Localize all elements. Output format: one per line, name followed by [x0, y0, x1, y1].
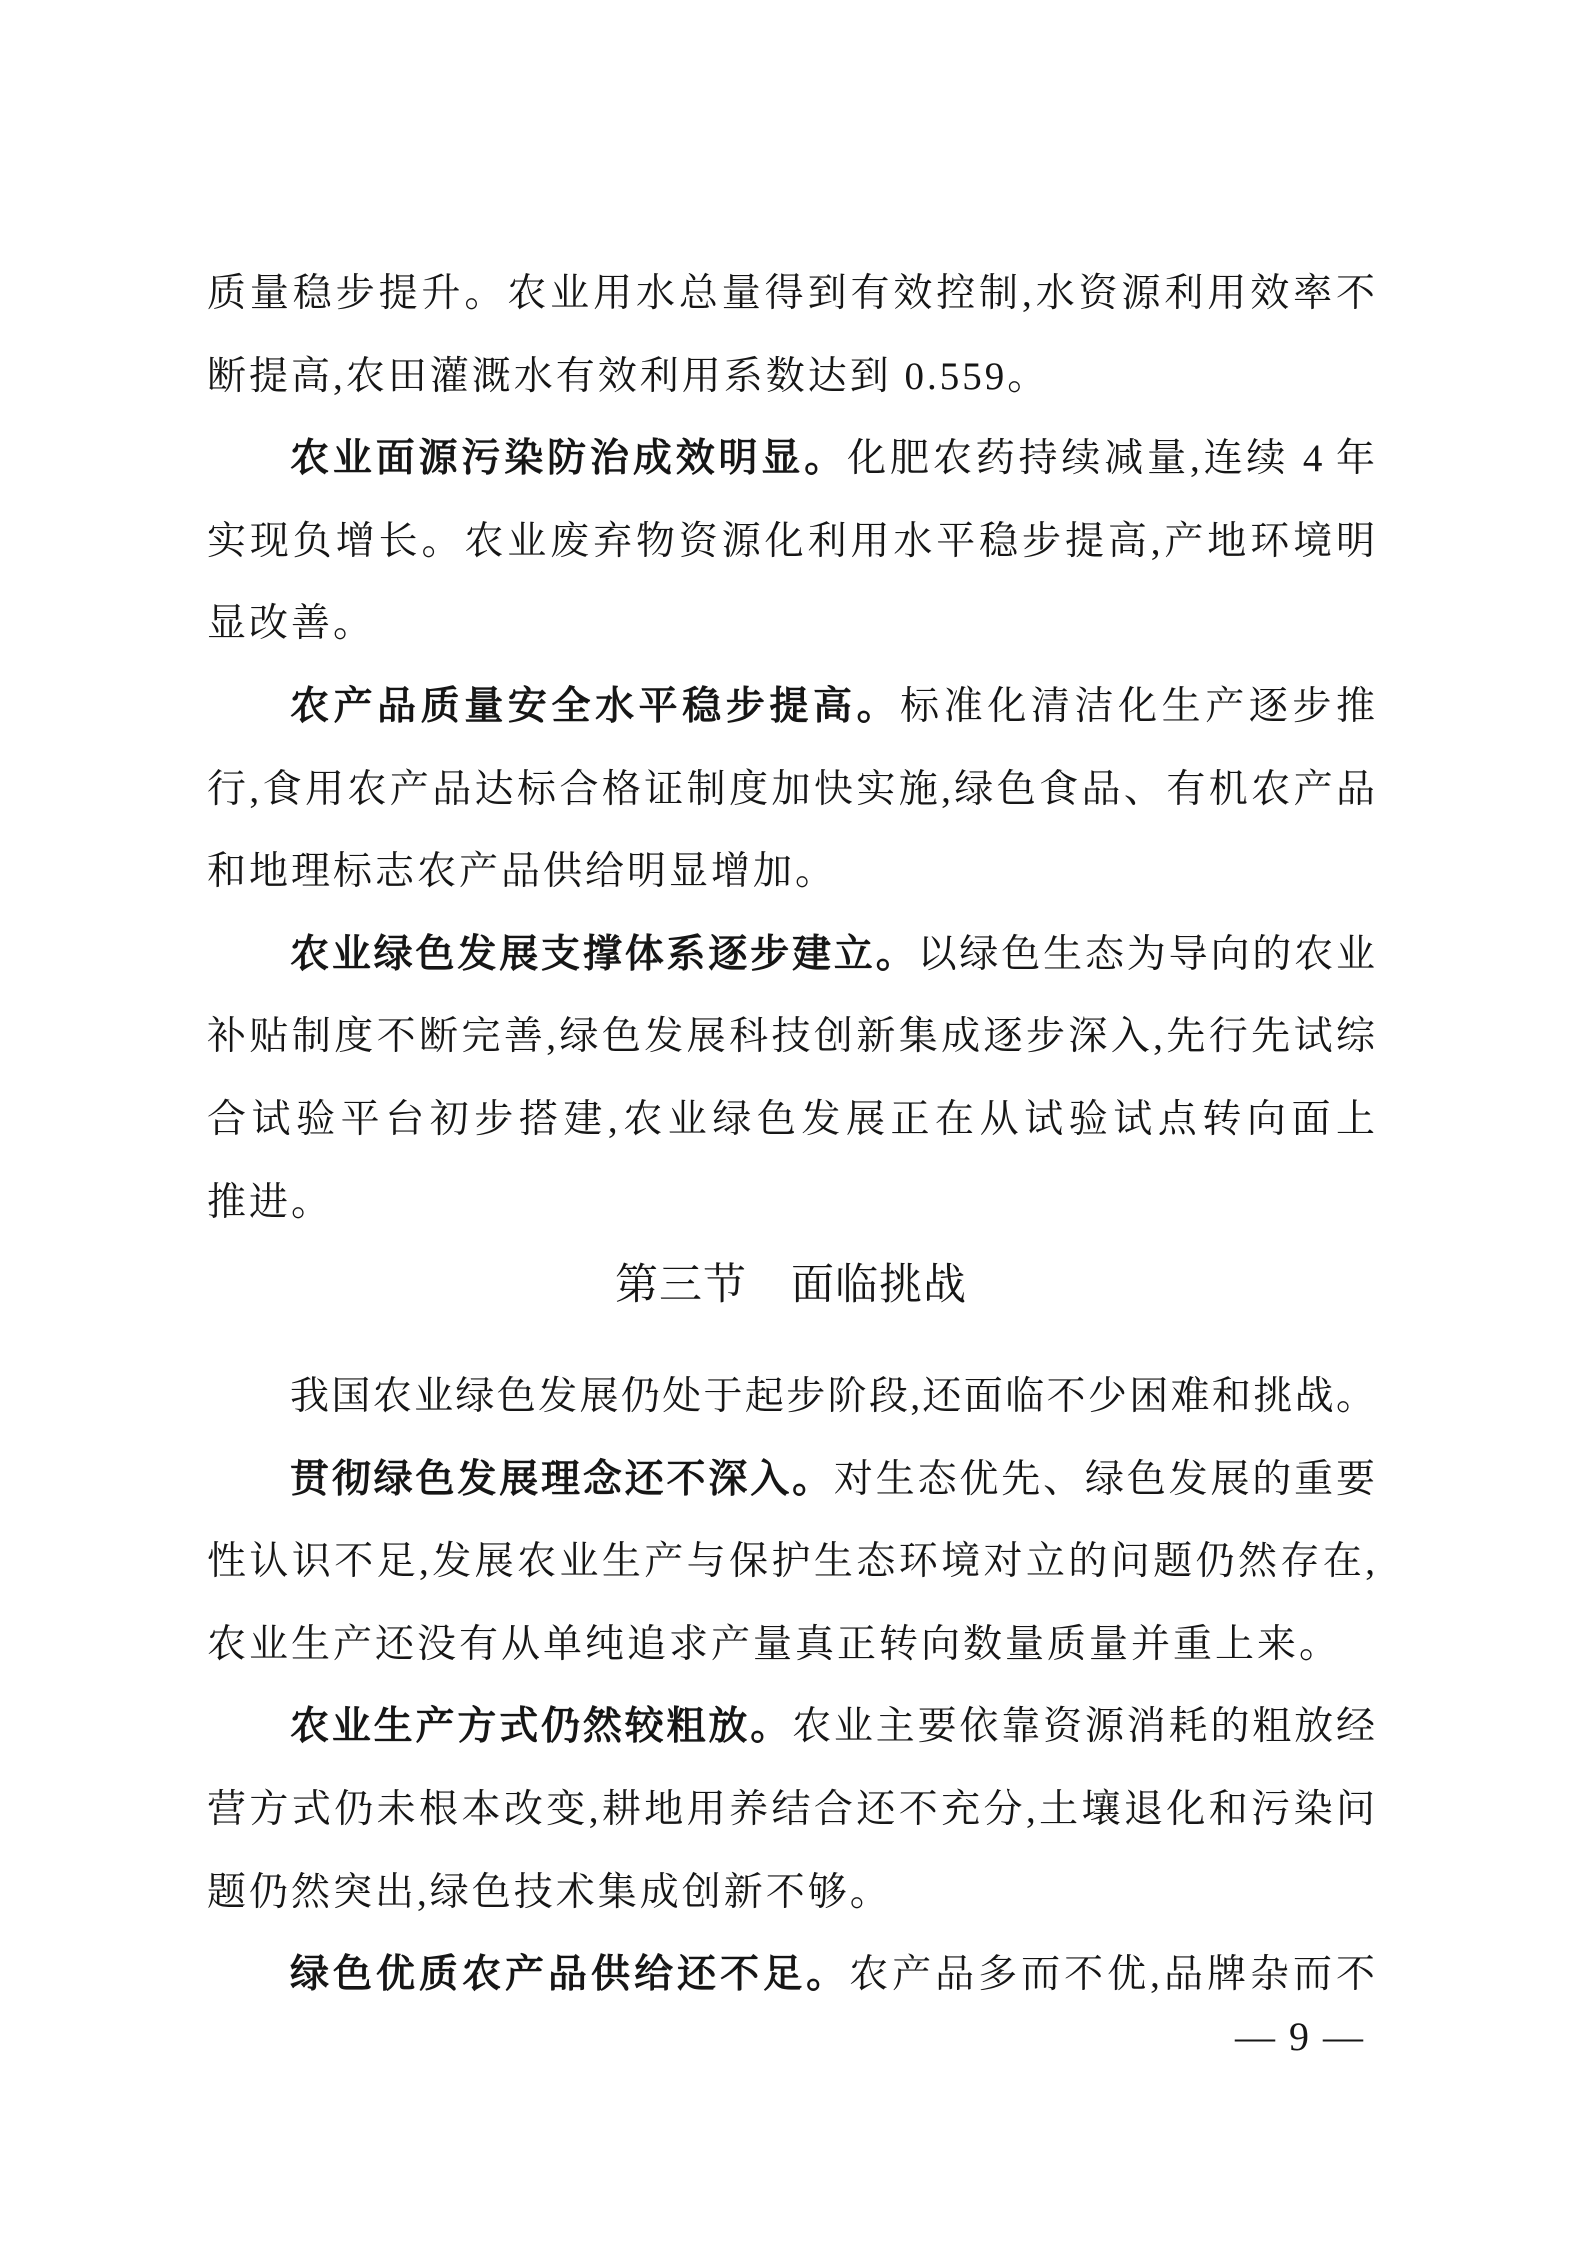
body-line — [207, 996, 1375, 1079]
body-line — [207, 501, 1375, 584]
body-line — [207, 583, 1375, 666]
body-line — [207, 418, 1375, 501]
line-text: 题仍然突出,绿色技术集成创新不够。 — [207, 1870, 892, 1914]
line-text: 以绿色生态为导向的农业 — [917, 932, 1375, 976]
section-heading: 第三节 面临挑战 — [615, 1262, 967, 1309]
body-line — [207, 336, 1375, 419]
line-text: 显改善。 — [207, 602, 376, 646]
line-text: 质量稳步提升。农业用水总量得到有效控制,水资源利用效率不 — [207, 272, 1375, 315]
line-text: 性认识不足,发展农业生产与保护生态环境对立的问题仍然存在, — [207, 1540, 1375, 1584]
body-line — [207, 1356, 1375, 1439]
emphasis-lead: 农业绿色发展支撑体系逐步建立。 — [290, 932, 918, 976]
line-text: 标准化清洁化生产逐步推 — [900, 684, 1375, 728]
line-text: 农产品多而不优,品牌杂而不 — [849, 1953, 1375, 1997]
line-text: 农业生产还没有从单纯追求产量真正转向数量质量并重上来。 — [207, 1622, 1342, 1666]
body-line — [207, 1521, 1375, 1604]
emphasis-lead: 农业生产方式仍然较粗放。 — [290, 1705, 793, 1749]
line-text: 推进。 — [207, 1180, 334, 1224]
line-text: 我国农业绿色发展仍处于起步阶段,还面临不少困难和挑战。 — [290, 1375, 1375, 1418]
body-line — [207, 914, 1375, 997]
body-line — [207, 253, 1375, 336]
line-text: 断提高,农田灌溉水有效利用系数达到 0.559。 — [207, 354, 1050, 398]
body-line — [207, 1162, 1375, 1245]
body-line — [207, 1604, 1375, 1687]
line-text: 农业主要依靠资源消耗的粗放经 — [792, 1705, 1375, 1749]
body-line — [207, 1439, 1375, 1522]
body-line — [207, 1852, 1375, 1935]
line-text: 营方式仍未根本改变,耕地用养结合还不充分,土壤退化和污染问 — [207, 1787, 1375, 1831]
page-number: — 9 — — [1235, 2014, 1365, 2059]
body-text-block-2 — [207, 1356, 1375, 2017]
emphasis-lead: 绿色优质农产品供给还不足。 — [290, 1953, 850, 1997]
body-line — [207, 1079, 1375, 1162]
line-text: 行,食用农产品达标合格证制度加快实施,绿色食品、有机农产品 — [207, 767, 1375, 811]
line-text: 和地理标志农产品供给明显增加。 — [207, 850, 838, 894]
body-line — [207, 831, 1375, 914]
line-text: 合试验平台初步搭建,农业绿色发展正在从试验试点转向面上 — [207, 1097, 1375, 1141]
body-line — [207, 666, 1375, 749]
emphasis-lead: 农产品质量安全水平稳步提高。 — [290, 684, 901, 728]
body-line — [207, 749, 1375, 832]
line-text: 实现负增长。农业废弃物资源化利用水平稳步提高,产地环境明 — [207, 519, 1375, 563]
line-text: 对生态优先、绿色发展的重要 — [833, 1457, 1375, 1501]
body-line — [207, 1934, 1375, 2017]
emphasis-lead: 农业面源污染防治成效明显。 — [290, 437, 848, 481]
body-line — [207, 1769, 1375, 1852]
line-text: 补贴制度不断完善,绿色发展科技创新集成逐步深入,先行先试综 — [207, 1015, 1375, 1059]
emphasis-lead: 贯彻绿色发展理念还不深入。 — [290, 1457, 834, 1501]
line-text: 化肥农药持续减量,连续 4 年 — [847, 437, 1375, 481]
body-line — [207, 1686, 1375, 1769]
body-text-block-1 — [207, 253, 1375, 1244]
